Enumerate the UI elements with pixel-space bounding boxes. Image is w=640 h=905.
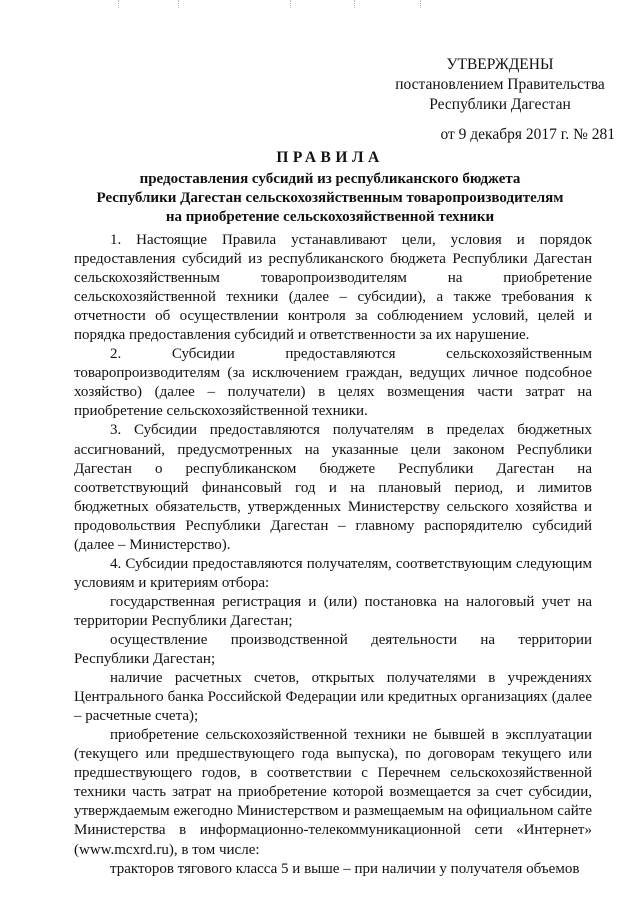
document-heading: [60, 148, 600, 227]
approval-issuer-region: Республики Дагестан: [429, 96, 571, 113]
hole-punch-mark: [290, 0, 291, 8]
approval-issuer: постановлением Правительства: [395, 76, 605, 93]
hole-punch-mark: [118, 0, 119, 8]
criterion-tractors: тракторов тягового класса 5 и выше – при наличии у получателя объемов: [110, 860, 580, 877]
document-subtitle-line: Республики Дагестан сельскохозяйственным товаропроизводителям: [96, 190, 564, 206]
criterion-activity: осуществление производственной деятельности на территории Республики Дагестан;: [74, 631, 592, 668]
approval-date: от 9 декабря 2017 г. № 281: [440, 126, 615, 143]
paragraph-3: 3. Субсидии предоставляются получателям в пределах бюджетных ассигнований, предусмотренных на указанные цели законом Республики Дагестан о республиканском бюджете Республики Дагестан на соответствующий финансовый год и на плановый период, и лимитов бюджетных обязательств, утвержденных Министерству сельского хозяйства и продовольствия Республики Дагестан – главному распорядителю субсидий (далее – Министерство).: [74, 422, 592, 553]
criterion-registration: государственная регистрация и (или) постановка на налоговый учет на территории Республики Дагестан;: [74, 593, 592, 629]
document-subtitle-line: предоставления субсидий из республиканского бюджета: [139, 171, 521, 187]
criterion-accounts: наличие расчетных счетов, открытых получателями в учреждениях Центрального банка Российской Федерации или кредитных организациях (далее – расчетные счета);: [74, 670, 592, 725]
hole-punch-mark: [178, 0, 179, 8]
hole-punch-mark: [420, 0, 421, 8]
hole-punch-mark: [354, 0, 355, 8]
paragraph-1: 1. Настоящие Правила устанавливают цели, условия и порядок предоставления субсидий из республиканского бюджета Республики Дагестан сельскохозяйственным товаропроизводителям на приобретение сельскохозяйственной техники (далее – субсидии), а также требования к отчетности об осуществлении контроля за соблюдением условий, целей и порядка предоставления субсидий и ответственности за их нарушение.: [74, 232, 592, 344]
approval-status: УТВЕРЖДЕНЫ: [446, 56, 554, 73]
approval-block: [385, 55, 615, 145]
document-body: [74, 231, 592, 879]
paragraph-2: 2. Субсидии предоставляются сельскохозяйственным товаропроизводителям (за исключением граждан, ведущих личное подсобное хозяйство) (далее – получатели) в целях возмещения части затрат на приобретение сельскохозяйственной техники.: [74, 346, 592, 420]
document-title: ПРАВИЛА: [276, 149, 384, 166]
criterion-equipment: приобретение сельскохозяйственной техники не бывшей в эксплуатации (текущего или предшествующего года выпуска), по договорам текущего или предшествующего годов, в соответствии с Перечнем сельскохозяйственной техники часть затрат на приобретение которой возмещается за счет субсидии, утверждаемым ежегодно Министерством и размещаемым на официальном сайте Министерства в информационно-телекоммуникационной сети «Интернет» (www.mcxrd.ru), в том числе:: [74, 727, 592, 858]
paragraph-4: 4. Субсидии предоставляются получателям, соответствующим следующим условиям и критериям отбора:: [74, 555, 592, 591]
document-subtitle-line: на приобретение сельскохозяйственной техники: [165, 209, 495, 225]
